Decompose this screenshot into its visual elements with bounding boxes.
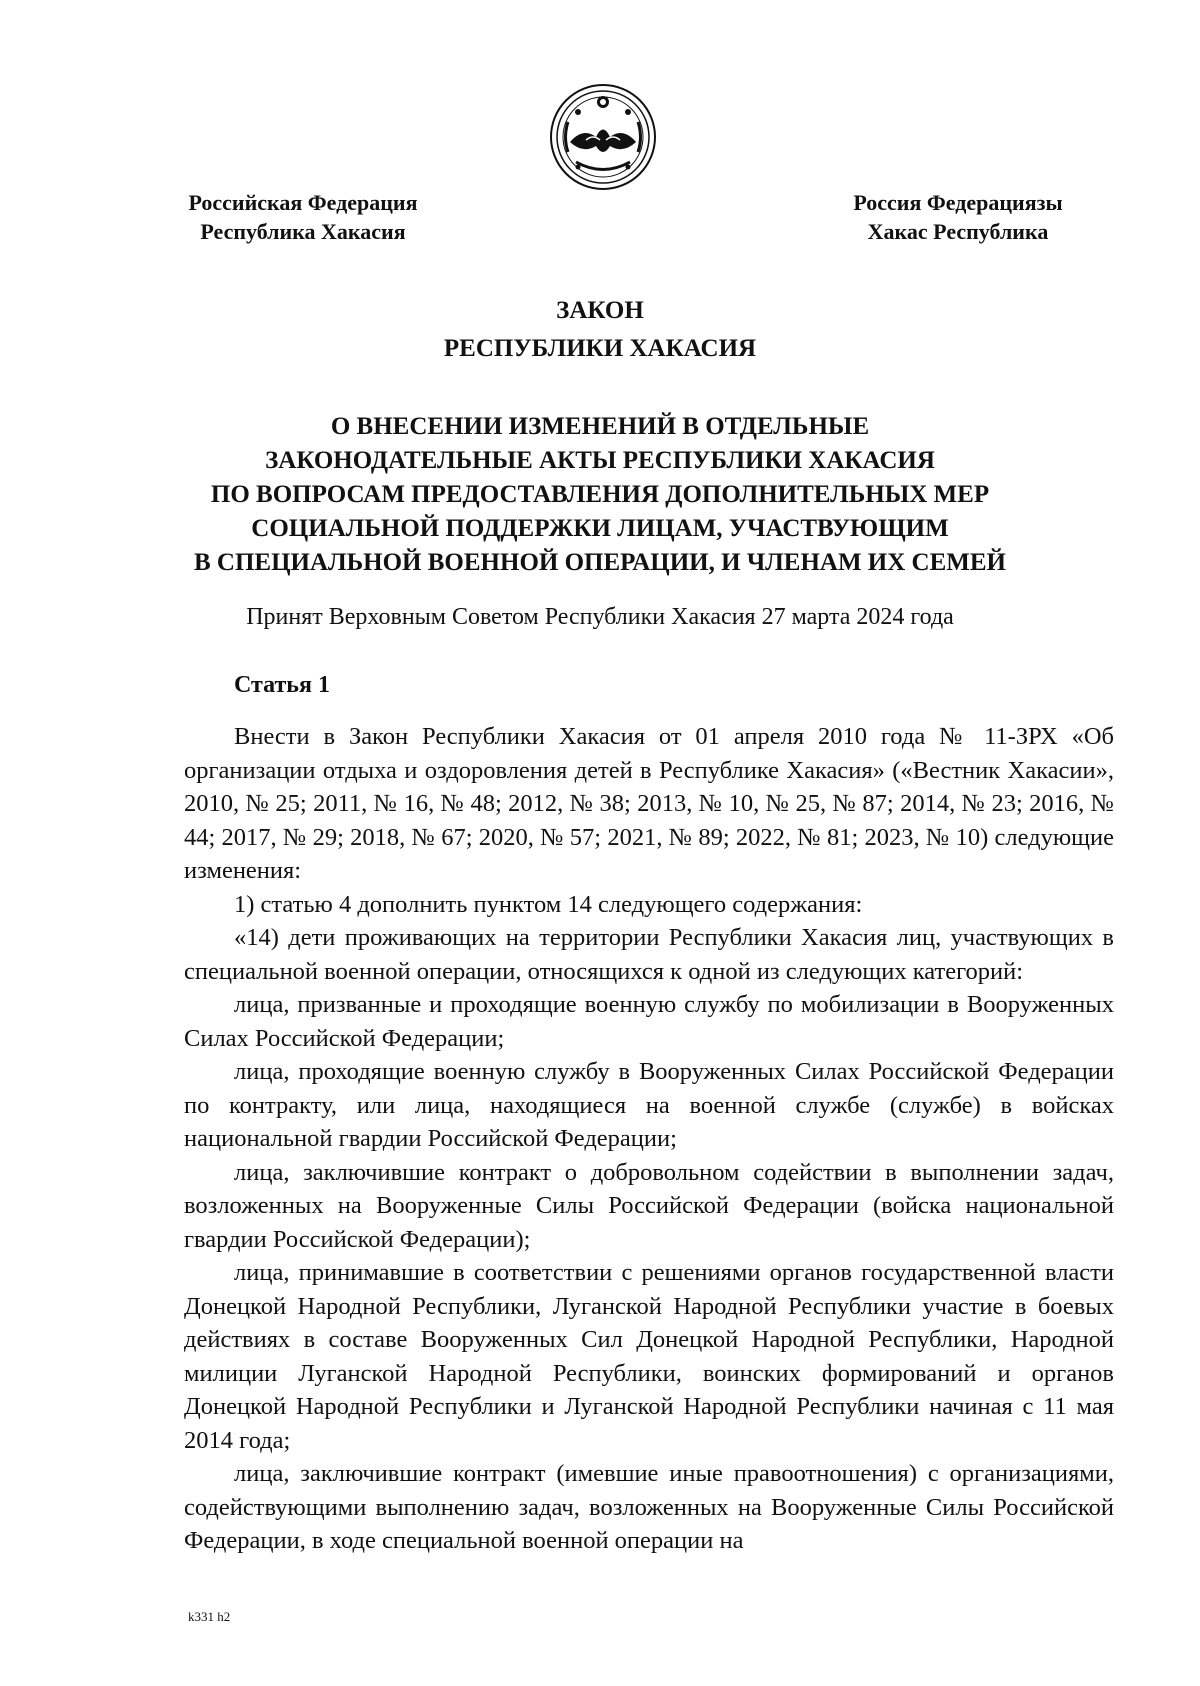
- article-heading: Статья 1: [234, 672, 330, 698]
- paragraph: лица, призванные и проходящие военную службу по мобилизации в Вооруженных Силах Российской Федерации;: [184, 991, 1114, 1052]
- paragraph: лица, заключившие контракт о добровольном содействии в выполнении задач, возложенных на Вооруженные Силы Российской Федерации (войска национальной гвардии Российской Федерации);: [184, 1158, 1114, 1253]
- header-right: [838, 188, 1078, 246]
- law-title-line1: ЗАКОН: [556, 297, 644, 324]
- subject-line: ЗАКОНОДАТЕЛЬНЫЕ АКТЫ РЕСПУБЛИКИ ХАКАСИЯ: [265, 447, 935, 474]
- paragraph: лица, проходящие военную службу в Вооруженных Силах Российской Федерации по контракту, или лица, находящиеся на военной службе (службе) в войсках национальной гвардии Российской Федерации;: [184, 1058, 1114, 1152]
- paragraph: Внести в Закон Республики Хакасия от 01 апреля 2010 года № 11-ЗРХ «Об организации отдыха и оздоровления детей в Республике Хакасия» («Вестник Хакасии», 2010, № 25; 2011, № 16, № 48; 2012, № 38; 2013, № 10, № 25, № 87; 2014, № 23; 2016, № 44; 2017, № 29; 2018, № 67; 2020, № 57; 2021, № 89; 2022, № 81; 2023, № 10) следующие изменения:: [184, 723, 1114, 884]
- adoption-statement: Принят Верховным Советом Республики Хакасия 27 марта 2024 года: [246, 604, 954, 630]
- subject-line: СОЦИАЛЬНОЙ ПОДДЕРЖКИ ЛИЦАМ, УЧАСТВУЮЩИМ: [251, 515, 949, 542]
- paragraph: лица, заключившие контракт (имевшие иные правоотношения) с организациями, содействующими выполнению задач, возложенных на Вооруженные Силы Российской Федерации, в ходе специальной военной операции на: [184, 1460, 1114, 1554]
- header-left-republic: Республика Хакасия: [200, 219, 406, 244]
- header-right-country: Россия Федерациязы: [853, 190, 1063, 215]
- subject-line: В СПЕЦИАЛЬНОЙ ВОЕННОЙ ОПЕРАЦИИ, И ЧЛЕНАМ ИХ СЕМЕЙ: [193, 549, 1007, 576]
- law-subject: [0, 410, 1200, 580]
- paragraph: «14) дети проживающих на территории Республики Хакасия лиц, участвующих в специальной военной операции, относящихся к одной из следующих категорий:: [184, 924, 1114, 985]
- header-left: [168, 188, 438, 246]
- document-code: k331 h2: [188, 1609, 231, 1624]
- header-right-republic: Хакас Республика: [867, 219, 1049, 244]
- paragraph: лица, принимавшие в соответствии с решениями органов государственной власти Донецкой Народной Республики, Луганской Народной Республики участие в боевых действиях в составе Вооруженных Сил Донецкой Народной Республики, Народной милиции Луганской Народной Республики, воинских формирований и органов Донецкой Народной Республики и Луганской Народной Республики начиная с 11 мая 2014 года;: [184, 1259, 1114, 1454]
- law-title: [0, 292, 1200, 368]
- subject-line: О ВНЕСЕНИИ ИЗМЕНЕНИЙ В ОТДЕЛЬНЫЕ: [330, 413, 870, 440]
- paragraph: 1) статью 4 дополнить пунктом 14 следующего содержания:: [234, 890, 863, 918]
- article-body: [184, 720, 1114, 1558]
- coat-of-arms-emblem: [548, 82, 658, 192]
- subject-line: ПО ВОПРОСАМ ПРЕДОСТАВЛЕНИЯ ДОПОЛНИТЕЛЬНЫХ МЕР: [210, 481, 990, 508]
- header-left-country: Российская Федерация: [188, 190, 418, 215]
- law-title-line2: РЕСПУБЛИКИ ХАКАСИЯ: [443, 335, 757, 362]
